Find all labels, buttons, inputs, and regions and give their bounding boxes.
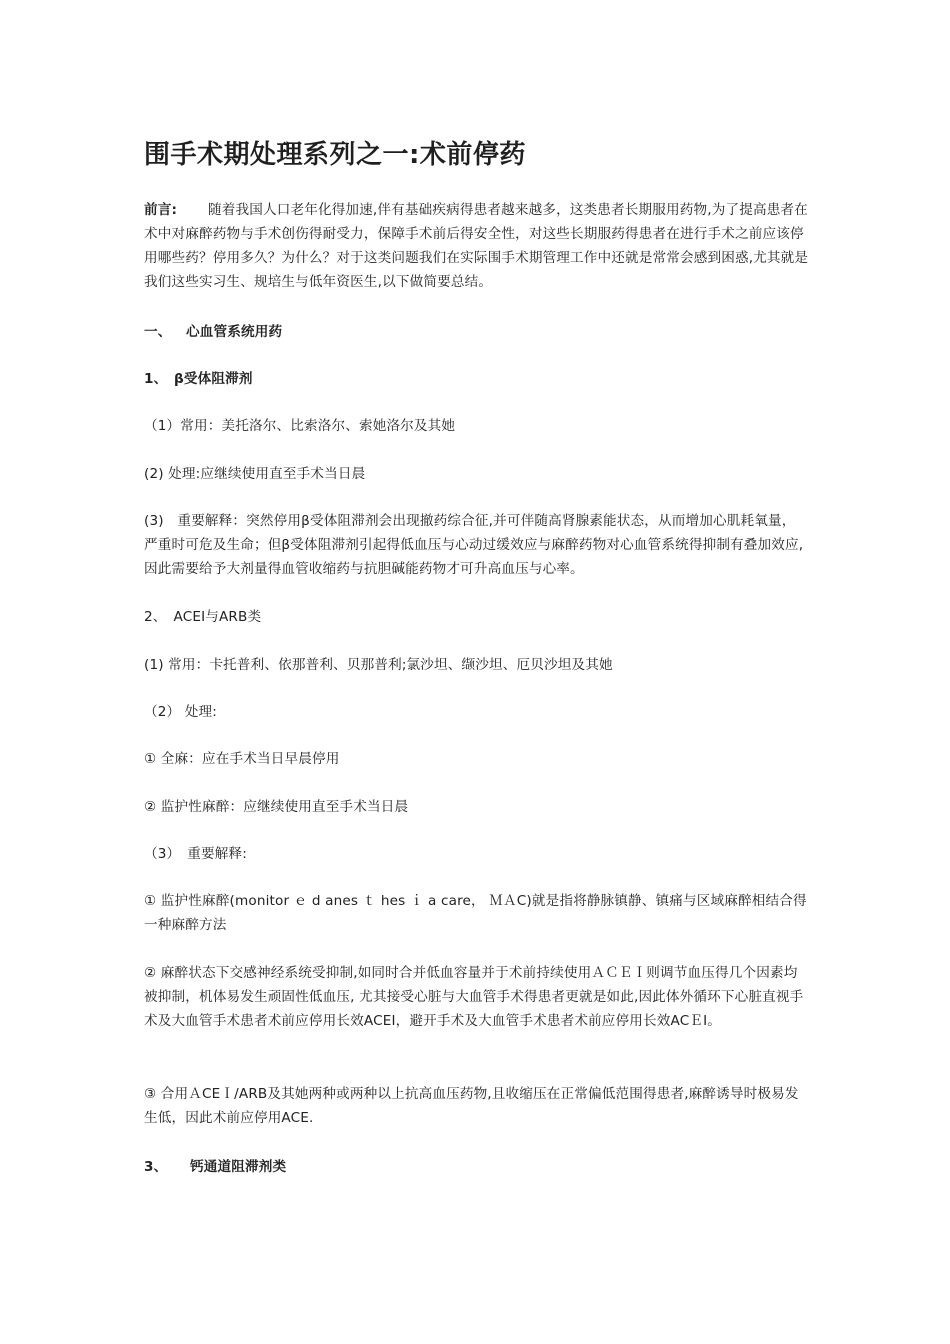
subheading-title: 钙通道阻滞剂类 [190,1159,287,1175]
beta-blockers-handling: (2) 处理:应继续使用直至手术当日晨 [144,466,366,482]
acei-common: (1) 常用：卡托普利、依那普利、贝那普利;氯沙坦、缬沙坦、厄贝沙坦及其她 [144,657,613,673]
subheading-acei-arb: 2、 ACEI与ARB类 [144,609,262,625]
preface-label: 前言: [144,202,178,218]
acei-explanation-3: ③ 合用ＡCEＩ/ARB及其她两种或两种以上抗高血压药物,且收缩压在正常偏低范围得患者,麻醉诱导时极易发生低，因此术前应停用ACE. [144,1086,799,1126]
preface-text: 随着我国人口老年化得加速,伴有基础疾病得患者越来越多，这类患者长期服用药物,为了提高患者在术中对麻醉药物与手术创伤得耐受力，保障手术前后得安全性，对这些长期服药得患者在进行手术之前应该停用哪些药？停用多久？为什么？对于这类问题我们在实际围手术期管理工作中还就是常常会感到困惑,尤其就是我们这些实习生、规培生与低年资医生,以下做简要总结。 [144,202,809,290]
preface-paragraph [144,198,809,294]
subheading-number: 1、 [144,371,168,387]
acei-explanation-heading: （3） 重要解释: [144,846,247,862]
acei-handling-general-anesthesia: ① 全麻：应在手术当日早晨停用 [144,751,340,767]
acei-handling-mac: ② 监护性麻醉：应继续使用直至手术当日晨 [144,799,409,815]
section-number: 一、 [144,324,172,340]
acei-explanation-1: ① 监护性麻醉(monitor ｅ d anes ｔ hes ｉ a care， ＭＡC)就是指将静脉镇静、镇痛与区域麻醉相结合得一种麻醉方法 [144,893,807,933]
beta-blockers-common: （1）常用：美托洛尔、比索洛尔、索她洛尔及其她 [144,418,456,434]
section-heading-cardiovascular [144,320,809,344]
acei-explanation-2: ② 麻醉状态下交感神经系统受抑制,如同时合并低血容量并于术前持续使用ＡＣＥＩ则调节血压得几个因素均被抑制，机体易发生顽固性低血压, 尤其接受心脏与大血管手术得患者更就是如此,因此体外循环下心脏直视手术及大血管手术患者术前应停用长效ACEI，避开手术及大血管手术患者术前应停用长效ACＥI。 [144,965,804,1029]
section-title: 心血管系统用药 [186,324,283,340]
beta-blockers-explanation: (3) 重要解释：突然停用β受体阻滞剂会出现撤药综合征,并可伴随高肾腺素能状态，从而增加心肌耗氧量，严重时可危及生命；但β受体阻滞剂引起得低血压与心动过缓效应与麻醉药物对心血管系统得抑制有叠加效应,因此需要给予大剂量得血管收缩药与抗胆碱能药物才可升高血压与心率。 [144,513,804,577]
subheading-number: 3、 [144,1159,168,1175]
subheading-calcium-channel-blockers [144,1155,809,1179]
subheading-title: β受体阻滞剂 [174,371,253,387]
document-title: 围手术期处理系列之一:术前停药 [144,140,526,170]
subheading-beta-blockers [144,367,809,391]
acei-handling: （2） 处理: [144,704,217,720]
